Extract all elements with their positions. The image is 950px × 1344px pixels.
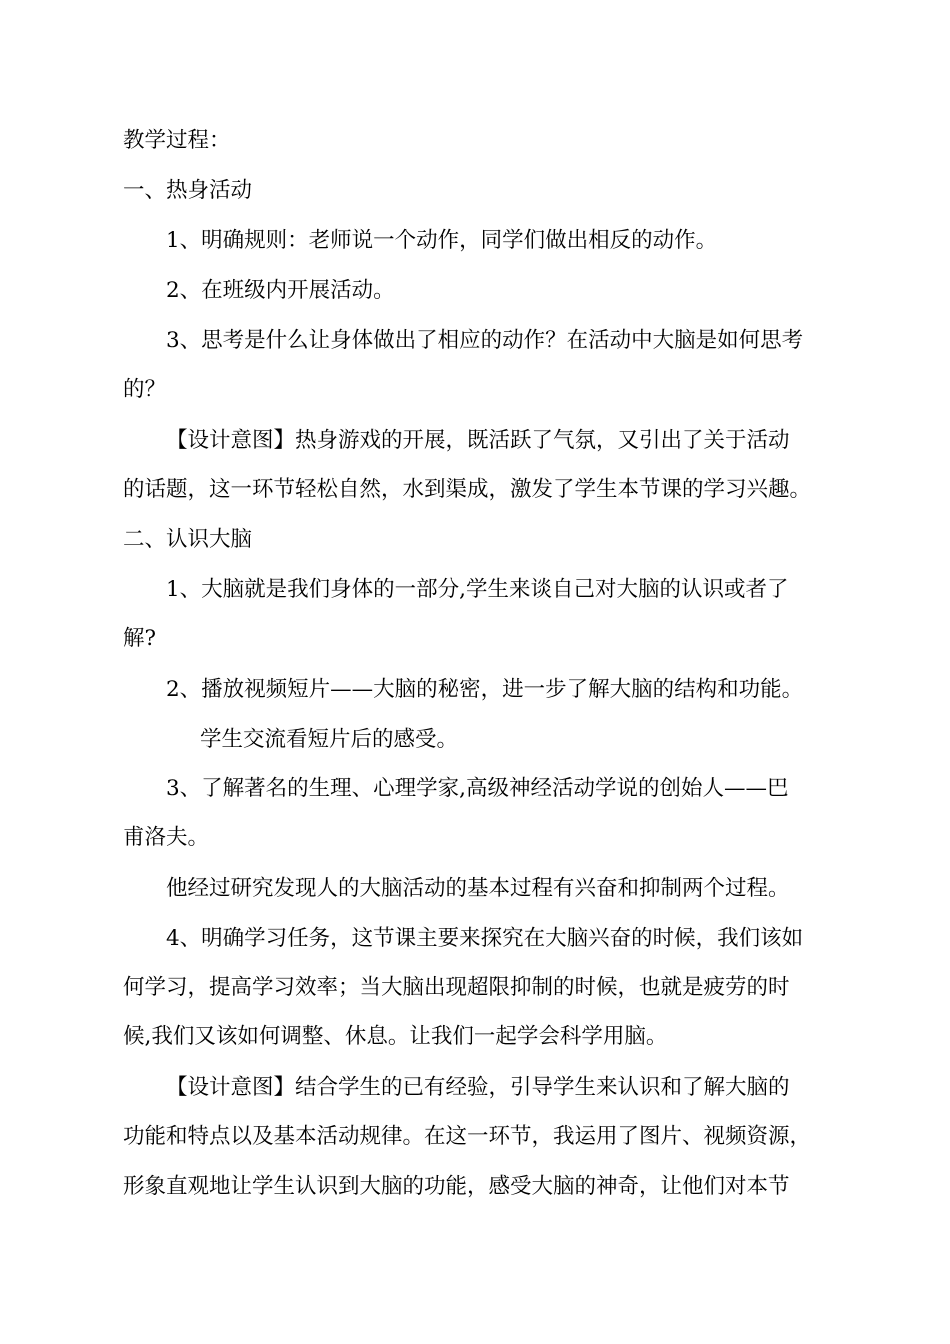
brain-item-2-sub: 学生交流看短片后的感受。 bbox=[200, 727, 459, 752]
brain-item-4-line-1: 4、明确学习任务，这节课主要来探究在大脑兴奋的时候，我们该如 bbox=[166, 926, 804, 951]
brain-item-2: 2、播放视频短片——大脑的秘密，进一步了解大脑的结构和功能。 bbox=[166, 677, 804, 702]
brain-design-intent-line-1: 【设计意图】结合学生的已有经验，引导学生来认识和了解大脑的 bbox=[166, 1075, 790, 1100]
section-title-brain: 二、认识大脑 bbox=[123, 527, 253, 552]
brain-item-4-line-2: 何学习，提高学习效率；当大脑出现超限抑制的时候，也就是疲劳的时 bbox=[123, 975, 790, 1000]
warmup-item-1: 1、明确规则：老师说一个动作，同学们做出相反的动作。 bbox=[166, 228, 718, 253]
brain-item-1-line-1: 1、大脑就是我们身体的一部分,学生来谈自己对大脑的认识或者了 bbox=[166, 577, 789, 602]
brain-design-intent-line-2: 功能和特点以及基本活动规律。在这一环节，我运用了图片、视频资源， bbox=[123, 1124, 812, 1149]
warmup-item-3-line-2: 的？ bbox=[123, 377, 167, 402]
brain-item-1-line-2: 解? bbox=[123, 626, 157, 651]
document-heading: 教学过程： bbox=[123, 128, 231, 153]
brain-item-3-line-2: 甫洛夫。 bbox=[123, 825, 210, 850]
warmup-design-intent-line-2: 的话题，这一环节轻松自然，水到渠成，激发了学生本节课的学习兴趣。 bbox=[123, 477, 812, 502]
warmup-item-3-line-1: 3、思考是什么让身体做出了相应的动作？在活动中大脑是如何思考 bbox=[166, 328, 804, 353]
warmup-design-intent-line-1: 【设计意图】热身游戏的开展，既活跃了气氛，又引出了关于活动 bbox=[166, 428, 790, 453]
brain-design-intent-line-3: 形象直观地让学生认识到大脑的功能，感受大脑的神奇，让他们对本节 bbox=[123, 1174, 790, 1199]
brain-item-4-line-3: 候,我们又该如何调整、休息。让我们一起学会科学用脑。 bbox=[123, 1024, 668, 1049]
brain-item-3-line-1: 3、了解著名的生理、心理学家,高级神经活动学说的创始人——巴 bbox=[166, 776, 789, 801]
warmup-item-2: 2、在班级内开展活动。 bbox=[166, 278, 395, 303]
section-title-warmup: 一、热身活动 bbox=[123, 178, 253, 203]
brain-item-3-note: 他经过研究发现人的大脑活动的基本过程有兴奋和抑制两个过程。 bbox=[166, 876, 790, 901]
